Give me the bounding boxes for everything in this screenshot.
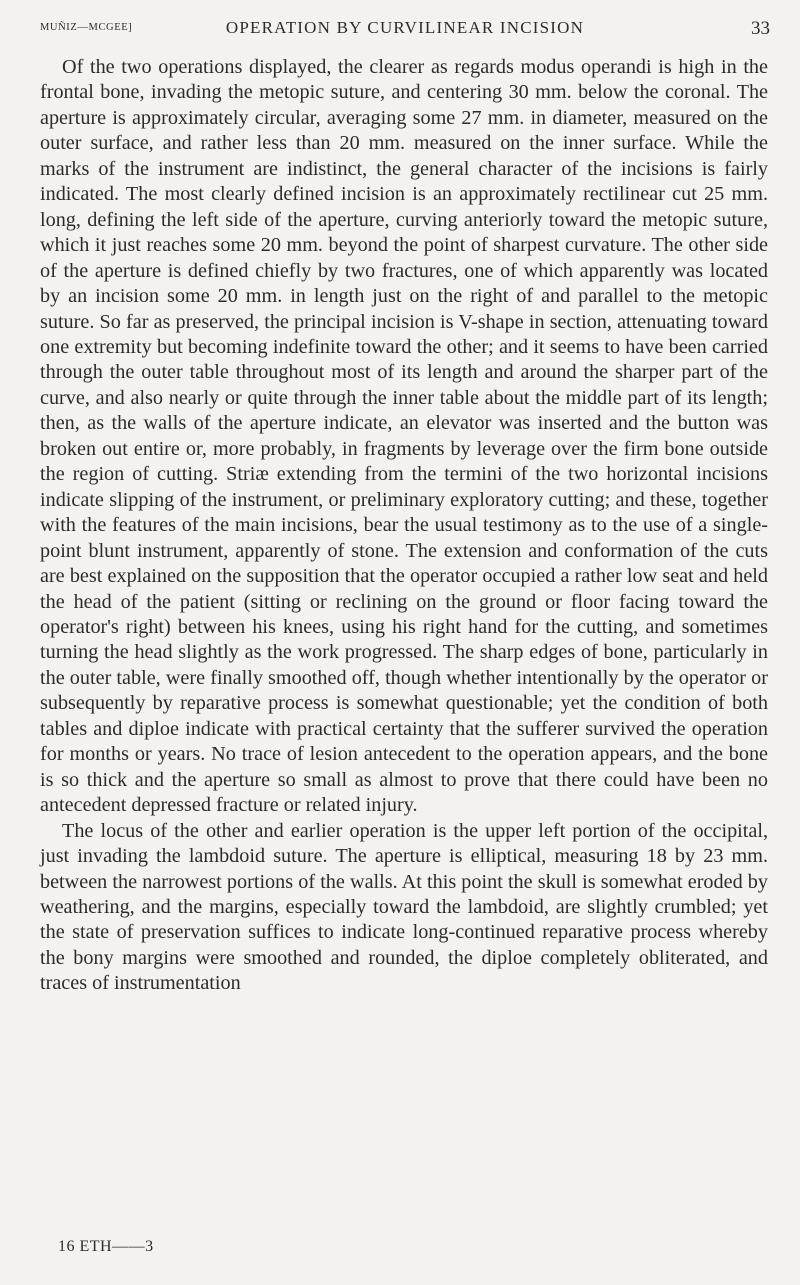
- running-head-authors: MUÑIZ—MCGEE]: [40, 22, 133, 33]
- body-text: [40, 55, 768, 997]
- paragraph-occipital-operation: The locus of the other and earlier operation is the upper left portion of the occipital, just invading the lambdoid suture. The aperture is elliptical, measuring 18 by 23 mm. between the narrowest portions of the walls. At this point the skull is somewhat eroded by weathering, and the margins, especially toward the lambdoid, are slightly crumbled; yet the state of preservation suffices to indicate long-continued reparative process whereby the bony margins were smoothed and rounded, the diploe completely obliterated, and traces of instrumentation: [40, 819, 768, 995]
- running-head: [40, 18, 770, 42]
- paragraph-frontal-operation: Of the two operations displayed, the clearer as regards modus operandi is high in the frontal bone, invading the metopic suture, and centering 30 mm. below the coronal. The aperture is approximately circular, averaging some 27 mm. in diameter, measured on the outer surface, and rather less than 20 mm. measured on the inner surface. While the marks of the instrument are indistinct, the general character of the incisions is fairly indicated. The most clearly defined incision is an approximately rectilinear cut 25 mm. long, defining the left side of the aperture, curving anteriorly toward the metopic suture, which it just reaches some 20 mm. beyond the point of sharpest curvature. The other side of the aperture is defined chiefly by two fractures, one of which apparently was located by an incision some 20 mm. in length just on the right of and parallel to the metopic suture. So far as preserved, the principal incision is V-shape in section, attenuating toward one extremity but becoming indefinite toward the other; and it seems to have been carried through the outer table throughout most of its length and around the sharper part of the curve, and also nearly or quite through the inner table about the middle part of its length; then, as the walls of the aperture indicate, an elevator was inserted and the button was broken out entire or, more probably, in fragments by leverage over the firm bone outside the region of cutting. Striæ extending from the termini of the two horizontal incisions indicate slipping of the instrument, or preliminary exploratory cutting; and these, together with the features of the main incisions, bear the usual testimony as to the use of a single-point blunt instrument, apparently of stone. The extension and conformation of the cuts are best explained on the supposition that the operator occupied a rather low seat and held the head of the patient (sitting or reclining on the ground or floor facing toward the operator's right) between his knees, using his right hand for the cutting, and sometimes turning the head slightly as the work progressed. The sharp edges of bone, particularly in the outer table, were finally smoothed off, though whether intentionally by the operator or subsequently by reparative process is somewhat questionable; yet the condition of both tables and diploe indicate with practical certainty that the sufferer survived the operation for months or years. No trace of lesion antecedent to the operation appears, and the bone is so thick and the aperture so small as almost to prove that there could have been no antecedent depressed fracture or related injury.: [40, 56, 768, 817]
- running-head-title: OPERATION BY CURVILINEAR INCISION: [225, 18, 585, 37]
- page-number: 33: [751, 18, 770, 39]
- signature-mark: 16 ETH——3: [58, 1238, 154, 1255]
